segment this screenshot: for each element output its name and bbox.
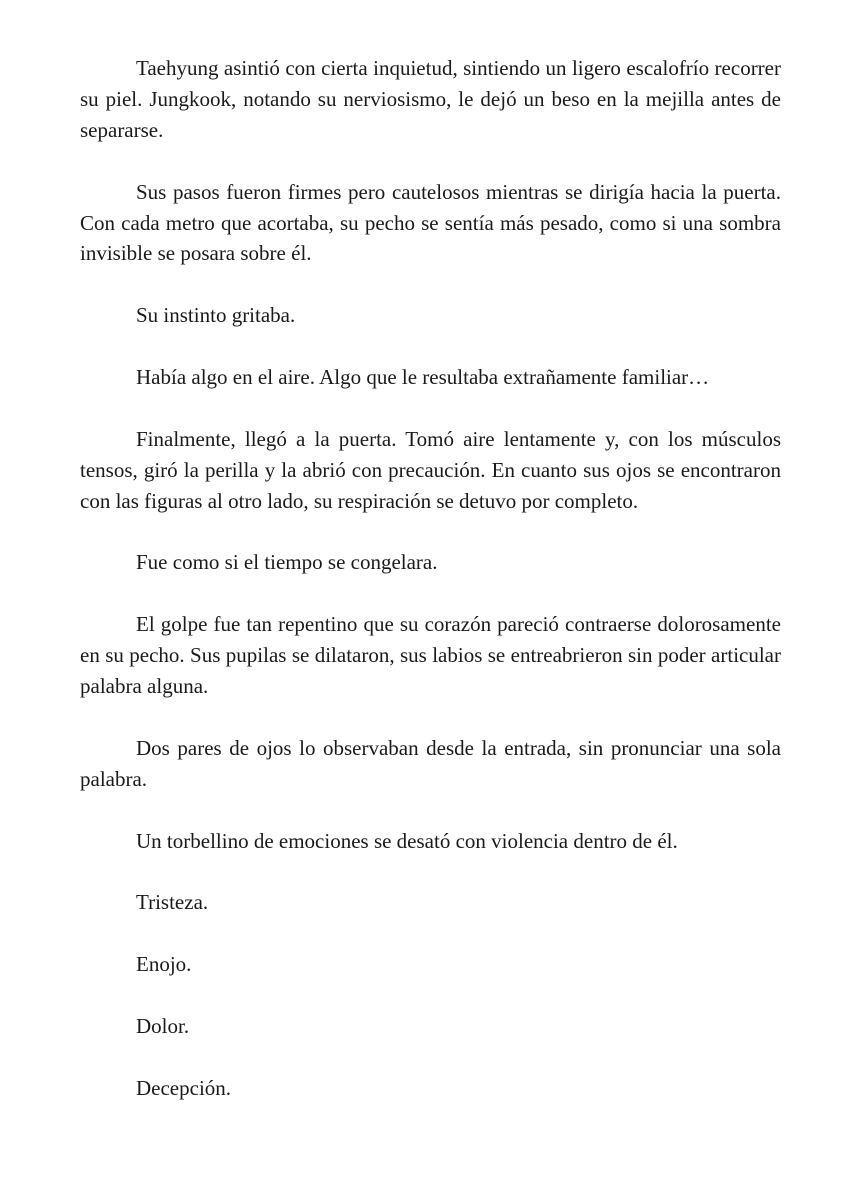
paragraph-2: Sus pasos fueron firmes pero cautelosos mientras se dirigía hacia la puerta. Con cada metro que acortaba, su pecho se sentía más pesado, como si una sombra invisible se posara sobre él. xyxy=(80,179,781,266)
paragraph-1: Taehyung asintió con cierta inquietud, sintiendo un ligero escalofrío recorrer su piel. Jungkook, notando su nerviosismo, le dejó un beso en la mejilla antes de separarse. xyxy=(80,56,781,142)
paragraph-6: Fue como si el tiempo se congelara. xyxy=(136,550,438,575)
paragraph-5: Finalmente, llegó a la puerta. Tomó aire lentamente y, con los músculos tensos, giró la perilla y la abrió con precaución. En cuanto sus ojos se encontraron con las figuras al otro lado, su respiración se detuvo por completo. xyxy=(80,426,781,513)
paragraph-13: Decepción. xyxy=(136,1075,232,1100)
document-page xyxy=(80,53,781,1135)
paragraph-4: Había algo en el aire. Algo que le resultaba extrañamente familiar… xyxy=(136,365,710,390)
paragraph-11: Enojo. xyxy=(136,952,192,977)
paragraph-8: Dos pares de ojos lo observaban desde la entrada, sin pronunciar una sola palabra. xyxy=(80,735,781,791)
paragraph-10: Tristeza. xyxy=(136,890,209,915)
paragraph-7: El golpe fue tan repentino que su corazón pareció contraerse dolorosamente en su pecho. Sus pupilas se dilataron, sus labios se entreabrieron sin poder articular palabra alguna. xyxy=(80,612,781,699)
paragraph-3: Su instinto gritaba. xyxy=(136,303,296,328)
paragraph-9: Un torbellino de emociones se desató con violencia dentro de él. xyxy=(136,828,678,853)
paragraph-12: Dolor. xyxy=(136,1013,190,1038)
